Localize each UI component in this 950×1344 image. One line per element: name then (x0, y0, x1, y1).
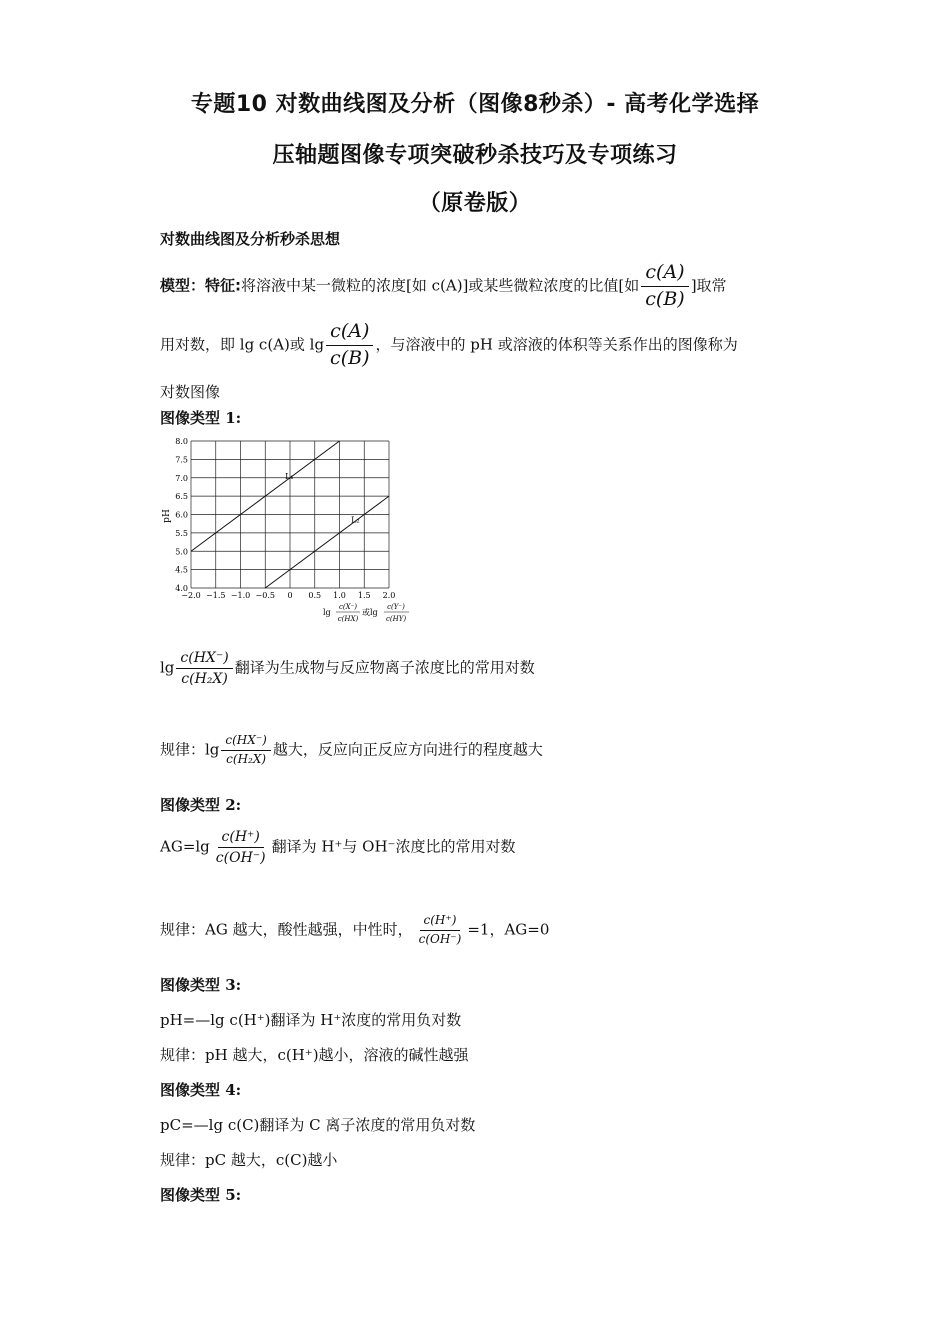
fraction-numerator: c(A) (326, 321, 373, 346)
fraction-denominator: c(OH⁻) (418, 931, 462, 946)
y-tick-label: 4.5 (175, 565, 188, 575)
type1-desc-text: 翻译为生成物与反应物离子浓度比的常用对数 (234, 658, 535, 677)
model-label: 模型：特征: (160, 276, 241, 295)
type1-desc (160, 650, 535, 687)
x-tick-label: −0.5 (255, 591, 275, 600)
model-text-4: ，与溶液中的 pH 或溶液的体积等关系作出的图像称为 (375, 335, 738, 354)
y-tick-label: 6.0 (175, 510, 188, 520)
x-tick-label: 1.5 (357, 591, 371, 600)
fraction-numerator: c(A) (641, 262, 688, 287)
model-line-1 (160, 262, 727, 311)
fraction-hx-h2x-rule (221, 734, 270, 767)
x-tick-label: −2.0 (181, 591, 201, 600)
fraction-hx-h2x (176, 650, 232, 687)
type4-desc: pC=—lg c(C)翻译为 C 离子浓度的常用负对数 (160, 1116, 476, 1134)
type1-heading: 图像类型 1: (160, 409, 242, 427)
x-tick-label: −1.5 (206, 591, 226, 600)
model-text-1: 将溶液中某一微粒的浓度[如 c(A)]或某些微粒浓度的比值[如 (241, 276, 640, 295)
x-label-frac1-num: c(X⁻) (338, 603, 358, 611)
x-tick-label: 1.0 (333, 591, 346, 600)
fraction-denominator: c(H₂X) (181, 671, 228, 688)
type3-desc: pH=—lg c(H⁺)翻译为 H⁺浓度的常用负对数 (160, 1011, 462, 1029)
type5-heading: 图像类型 5: (160, 1186, 242, 1204)
fraction-denominator: c(B) (645, 287, 685, 310)
x-tick-label: 2.0 (382, 591, 396, 600)
y-tick-label: 7.0 (175, 473, 188, 483)
y-axis-label: pH (162, 509, 172, 523)
series-label-1: L₁ (285, 471, 294, 481)
fraction-numerator: c(H⁺) (420, 914, 461, 931)
title-line-2: 压轴题图像专项突破秒杀技巧及专项练习 (272, 143, 678, 168)
fraction-numerator: c(HX⁻) (176, 650, 232, 669)
type1-rule-text: 越大，反应向正反应方向进行的程度越大 (272, 740, 543, 759)
fraction-denominator: c(OH⁻) (215, 850, 266, 867)
type2-heading: 图像类型 2: (160, 796, 242, 814)
type3-rule: 规律：pH 越大，c(H⁺)越小，溶液的碱性越强 (160, 1046, 469, 1064)
x-tick-label: 0 (287, 591, 293, 600)
chart-ticks (175, 437, 395, 600)
x-axis-label (323, 603, 409, 623)
x-axis-label-or: 或lg (362, 608, 378, 617)
title-line-3: （原卷版） (418, 191, 532, 216)
y-tick-label: 4.0 (175, 584, 188, 593)
x-label-frac2-den: c(HY) (385, 615, 407, 623)
series-label-2: L₂ (351, 515, 360, 525)
type4-heading: 图像类型 4: (160, 1081, 242, 1099)
type1-desc-prefix: lg (160, 658, 175, 677)
series-line-2 (265, 496, 389, 588)
x-tick-label: −1.0 (230, 591, 251, 600)
type3-heading: 图像类型 3: (160, 976, 242, 994)
x-label-frac1-den: c(HX) (337, 615, 359, 623)
model-text-2: ]取常 (690, 276, 727, 295)
y-tick-label: 6.5 (175, 492, 188, 502)
model-text-3: 用对数，即 lg c(A)或 lg (160, 335, 325, 354)
title-line-1: 专题10 对数曲线图及分析（图像8秒杀）- 高考化学选择 (190, 92, 760, 117)
model-line-2 (160, 321, 738, 370)
fraction-denominator: c(H₂X) (226, 751, 267, 766)
fraction-numerator: c(HX⁻) (221, 734, 270, 751)
fraction-denominator: c(B) (330, 346, 370, 369)
y-tick-label: 5.0 (175, 547, 188, 557)
x-label-frac2-num: c(Y⁻) (387, 603, 405, 611)
x-axis-label-lg: lg (323, 608, 331, 617)
y-tick-label: 5.5 (175, 528, 188, 538)
type2-rule-prefix: 规律：AG 越大，酸性越强，中性时， (160, 920, 413, 939)
type2-desc (160, 829, 515, 866)
type2-desc-prefix: AG=lg (160, 837, 210, 856)
section-heading: 对数曲线图及分析秒杀思想 (160, 230, 341, 248)
fraction-h-oh (212, 829, 270, 866)
type1-rule (160, 734, 543, 767)
fraction-cA-cB (641, 262, 688, 311)
type4-rule: 规律：pC 越大，c(C)越小 (160, 1151, 338, 1169)
type2-rule-suffix: =1，AG=0 (467, 920, 550, 939)
y-tick-label: 7.5 (175, 455, 188, 465)
type2-desc-text: 翻译为 H⁺与 OH⁻浓度比的常用对数 (271, 837, 516, 856)
type1-rule-prefix: 规律：lg (160, 740, 220, 759)
type2-rule (160, 914, 549, 947)
x-tick-label: 0.5 (308, 591, 322, 600)
fraction-cA-cB-2 (326, 321, 373, 370)
model-text-5: 对数图像 (160, 383, 221, 401)
fraction-h-oh-rule (415, 914, 466, 947)
ph-log-ratio-chart (160, 432, 430, 632)
y-tick-label: 8.0 (175, 437, 188, 446)
fraction-numerator: c(H⁺) (218, 829, 264, 848)
